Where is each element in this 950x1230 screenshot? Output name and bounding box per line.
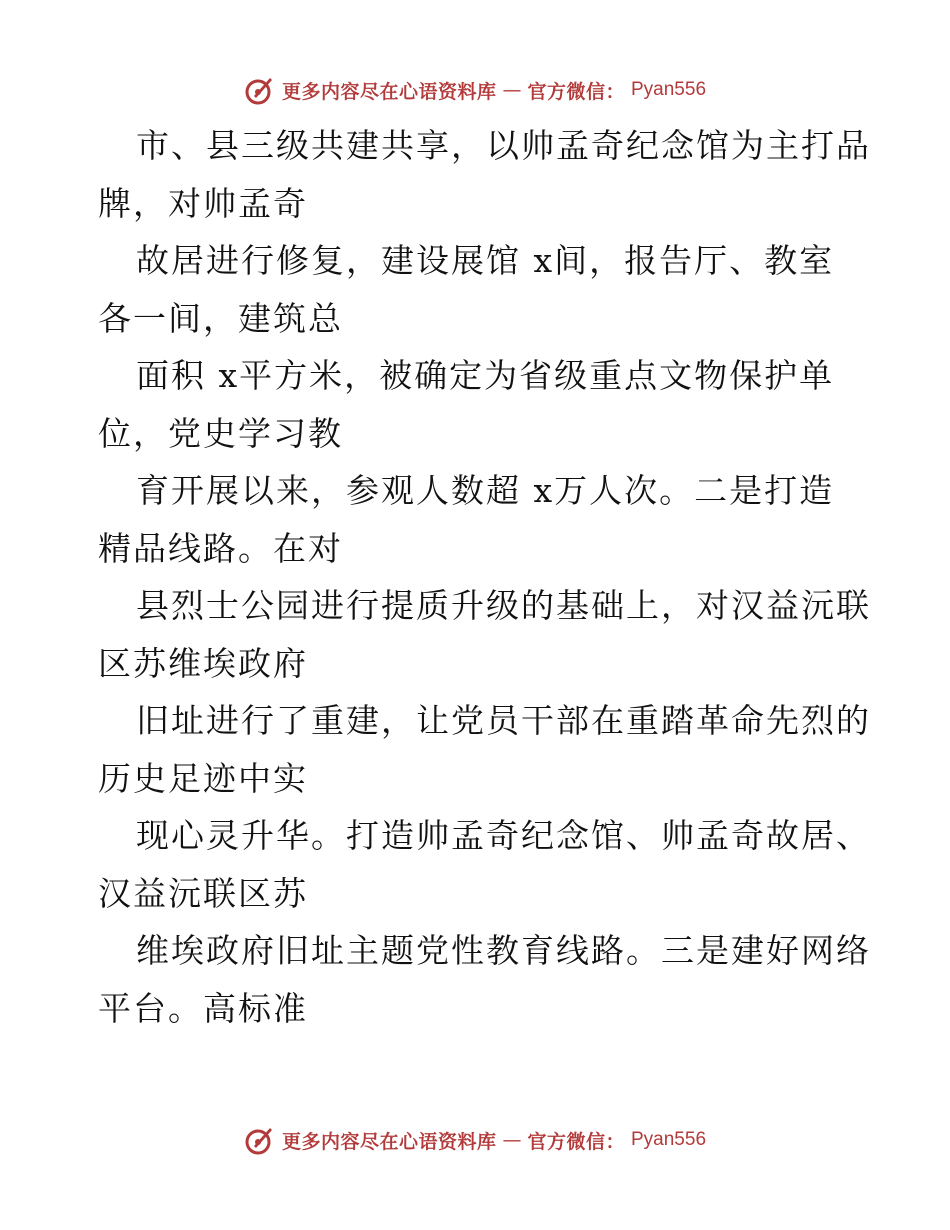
watermark-separator: —	[502, 1129, 522, 1151]
quill-logo-icon	[244, 74, 276, 106]
text-line: 维埃政府旧址主题党性教育线路。三是建好网络	[136, 931, 871, 970]
text-line: 位，党史学习教	[98, 413, 343, 453]
watermark-handle: Pyan556	[631, 79, 707, 100]
watermark-text: 更多内容尽在心语资料库	[281, 1130, 497, 1153]
text-line: 历史足迹中实	[98, 758, 308, 798]
text-line: 各一间，建筑总	[98, 298, 343, 338]
watermark-separator: —	[502, 79, 522, 101]
text-line: 旧址进行了重建，让党员干部在重踏革命先烈的	[136, 701, 871, 740]
text-line: 平台。高标准	[98, 988, 308, 1028]
text-line: 汉益沅联区苏	[98, 873, 308, 913]
body-text	[98, 117, 871, 1037]
watermark-handle: Pyan556	[631, 1129, 707, 1150]
text-line: 精品线路。在对	[98, 528, 343, 568]
watermark-content	[244, 74, 706, 106]
text-line: 县烈士公园进行提质升级的基础上，对汉益沅联	[136, 586, 871, 625]
header-watermark	[0, 70, 950, 110]
footer-watermark	[0, 1120, 950, 1160]
text-line: 牌，对帅孟奇	[98, 183, 308, 223]
text-line: 故居进行修复，建设展馆 x间，报告厅、教室	[136, 241, 835, 280]
text-line: 市、县三级共建共享，以帅孟奇纪念馆为主打品	[136, 126, 871, 165]
watermark-label: 官方微信：	[527, 80, 625, 103]
watermark-label: 官方微信：	[527, 1130, 625, 1153]
quill-logo-icon	[244, 1124, 276, 1156]
watermark-text: 更多内容尽在心语资料库	[281, 80, 497, 103]
text-line: 育开展以来，参观人数超 x万人次。二是打造	[136, 471, 835, 510]
text-line: 现心灵升华。打造帅孟奇纪念馆、帅孟奇故居、	[136, 816, 871, 855]
text-line: 面积 x平方米，被确定为省级重点文物保护单	[136, 356, 835, 395]
text-line: 区苏维埃政府	[98, 643, 308, 683]
watermark-content	[244, 1124, 706, 1156]
